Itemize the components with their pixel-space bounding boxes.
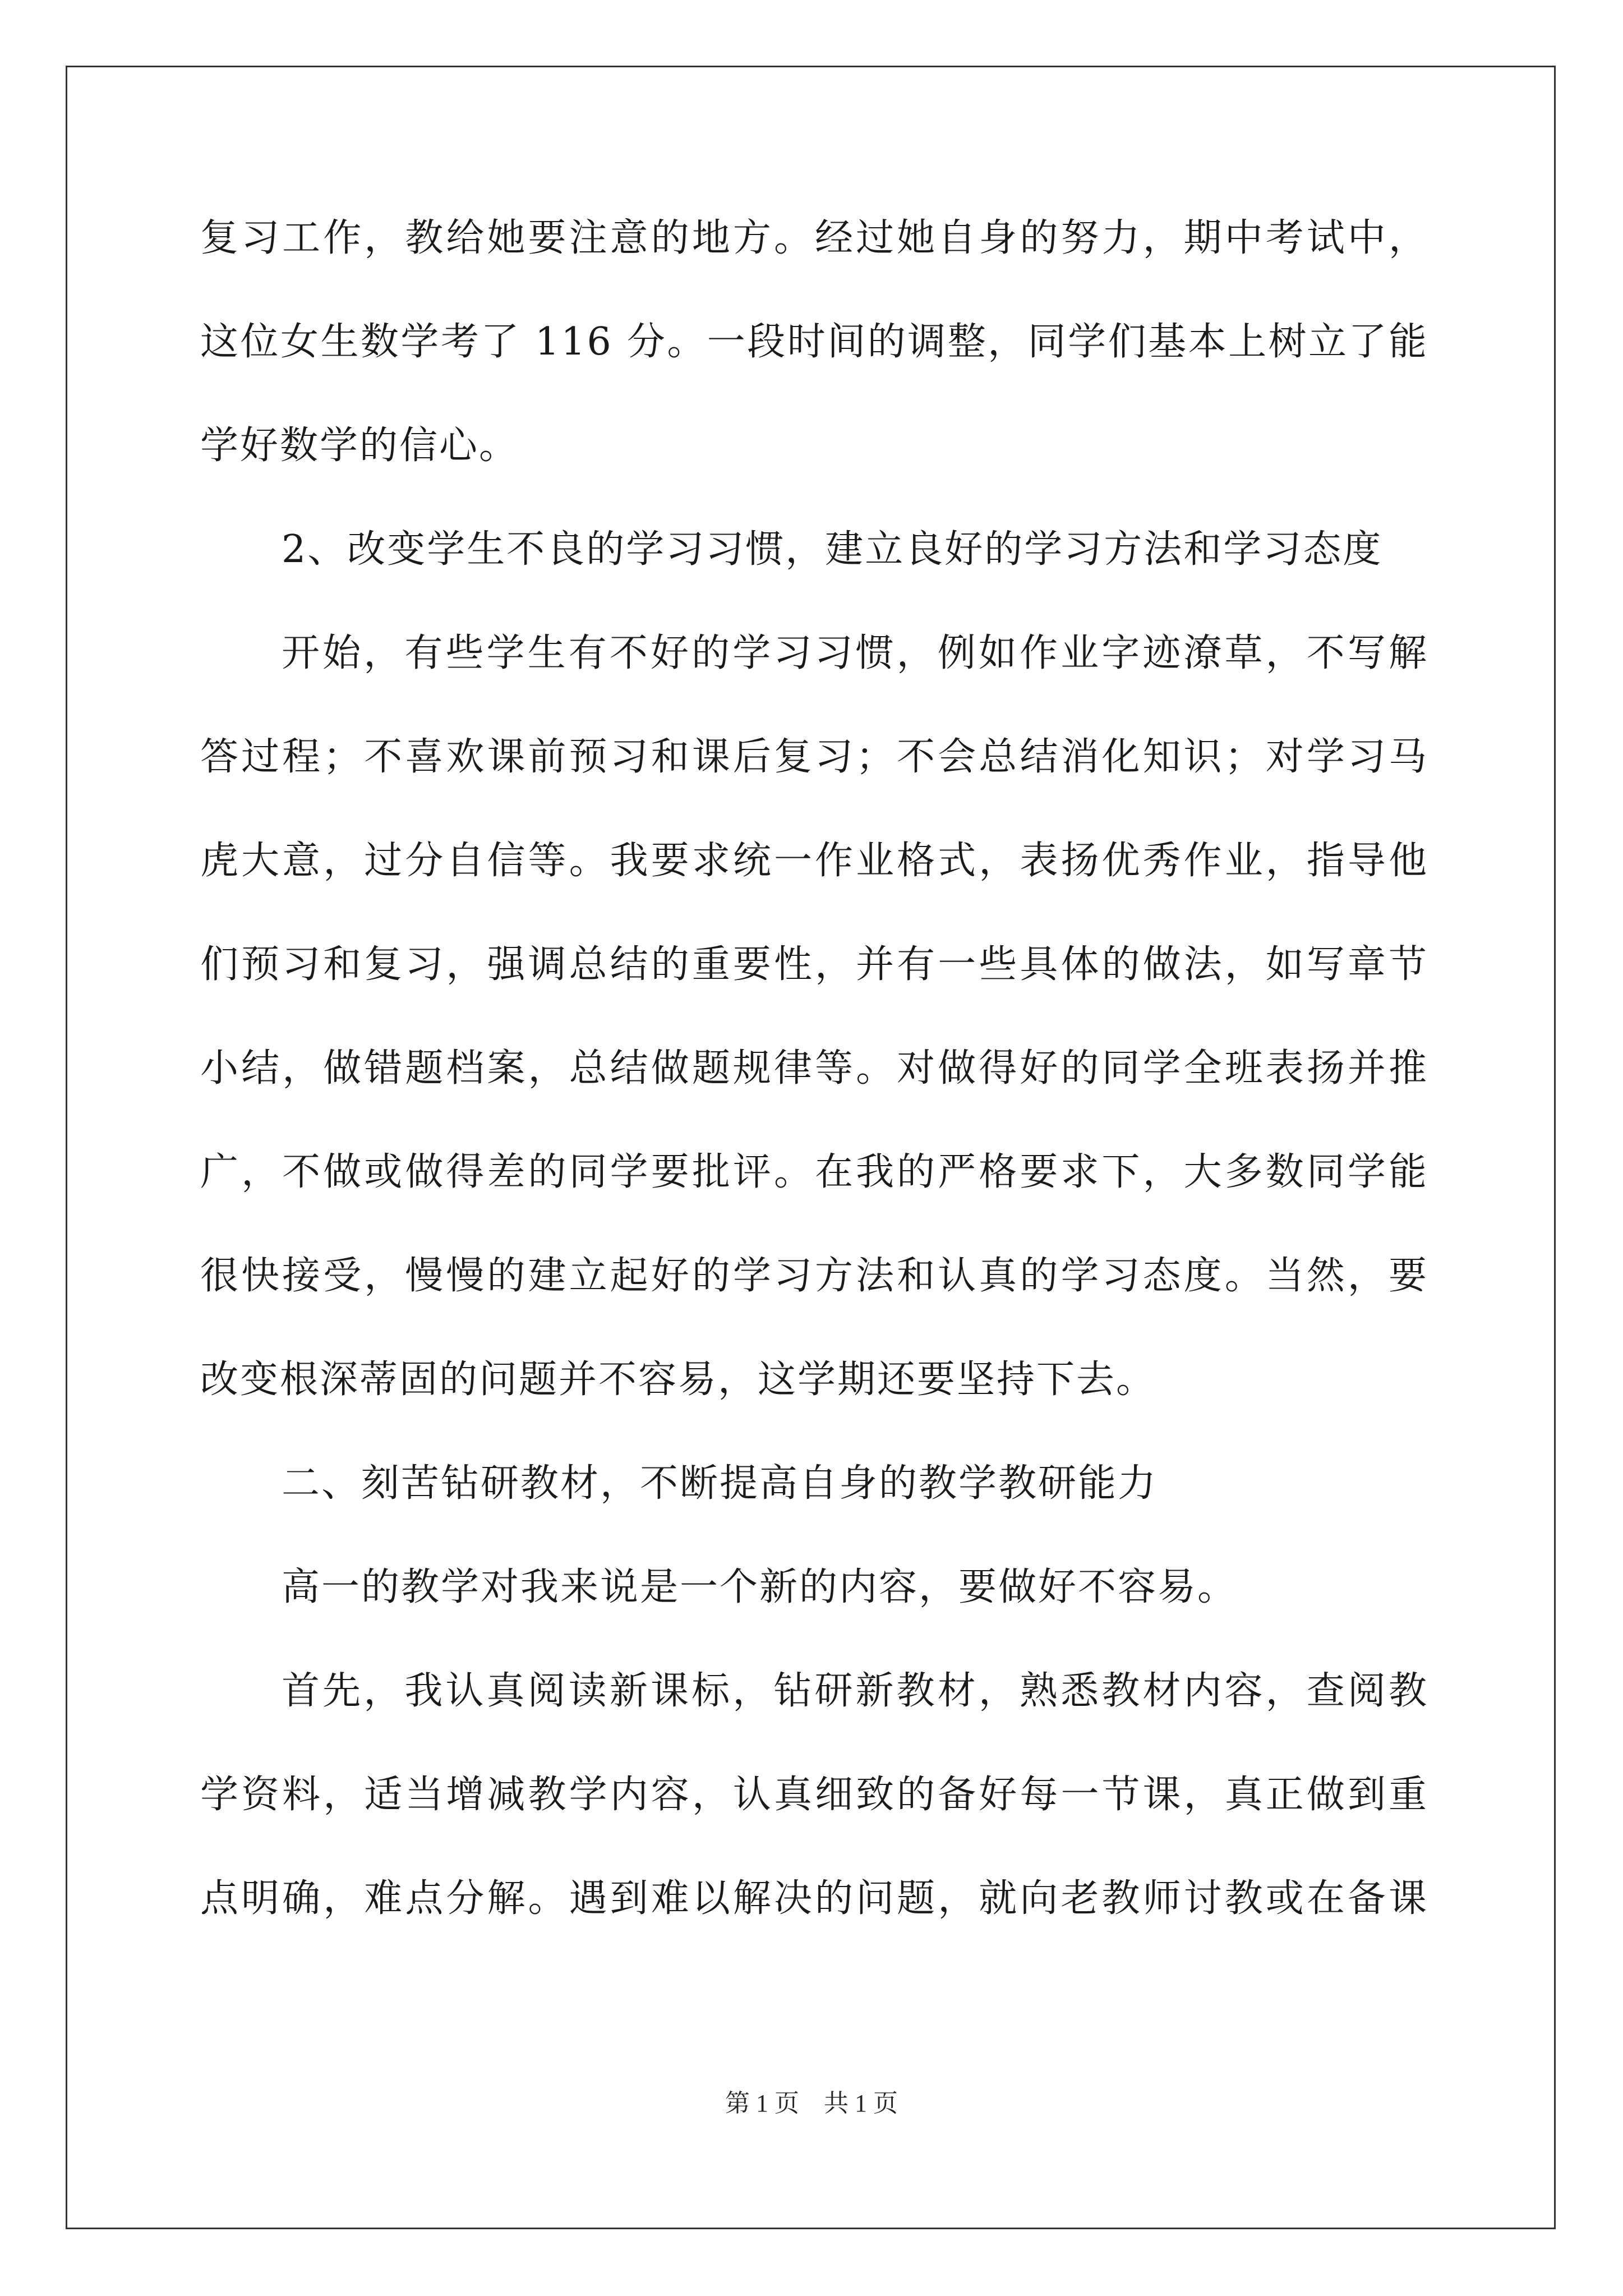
section-heading: 2、改变学生不良的学习习惯，建立良好的学习方法和学习态度 bbox=[282, 527, 1383, 572]
section-heading: 二、刻苦钻研教材，不断提高自身的教学教研能力 bbox=[282, 1461, 1158, 1506]
text-line: 很快接受，慢慢的建立起好的学习方法和认真的学习态度。当然，要 bbox=[200, 1254, 1428, 1298]
text-line: 高一的教学对我来说是一个新的内容，要做好不容易。 bbox=[282, 1565, 1238, 1609]
text-line: 点明确，难点分解。遇到难以解决的问题，就向老教师讨教或在备课 bbox=[200, 1876, 1428, 1921]
text-line: 学资料，适当增减教学内容，认真细致的备好每一节课，真正做到重 bbox=[200, 1773, 1428, 1817]
document-body bbox=[200, 199, 1428, 1963]
text-line: 广，不做或做得差的同学要批评。在我的严格要求下，大多数同学能 bbox=[200, 1150, 1428, 1194]
text-line: 首先，我认真阅读新课标，钻研新教材，熟悉教材内容，查阅教 bbox=[282, 1669, 1428, 1713]
text-line: 们预习和复习，强调总结的重要性，并有一些具体的做法，如写章节 bbox=[200, 942, 1428, 987]
text-line: 学好数学的信心。 bbox=[200, 424, 519, 468]
text-line: 复习工作，教给她要注意的地方。经过她自身的努力，期中考试中， bbox=[200, 216, 1428, 260]
page-number-footer: 第 1 页 共 1 页 bbox=[725, 2090, 898, 2117]
text-line: 答过程；不喜欢课前预习和课后复习；不会总结消化知识；对学习马 bbox=[200, 735, 1428, 779]
text-line: 开始，有些学生有不好的学习习惯，例如作业字迹潦草，不写解 bbox=[282, 631, 1428, 675]
text-line: 改变根深蒂固的问题并不容易，这学期还要坚持下去。 bbox=[200, 1358, 1156, 1402]
text-line: 虎大意，过分自信等。我要求统一作业格式，表扬优秀作业，指导他 bbox=[200, 839, 1428, 883]
text-line: 这位女生数学考了 116 分。一段时间的调整，同学们基本上树立了能 bbox=[200, 320, 1428, 364]
text-line: 小结，做错题档案，总结做题规律等。对做得好的同学全班表扬并推 bbox=[200, 1046, 1428, 1091]
